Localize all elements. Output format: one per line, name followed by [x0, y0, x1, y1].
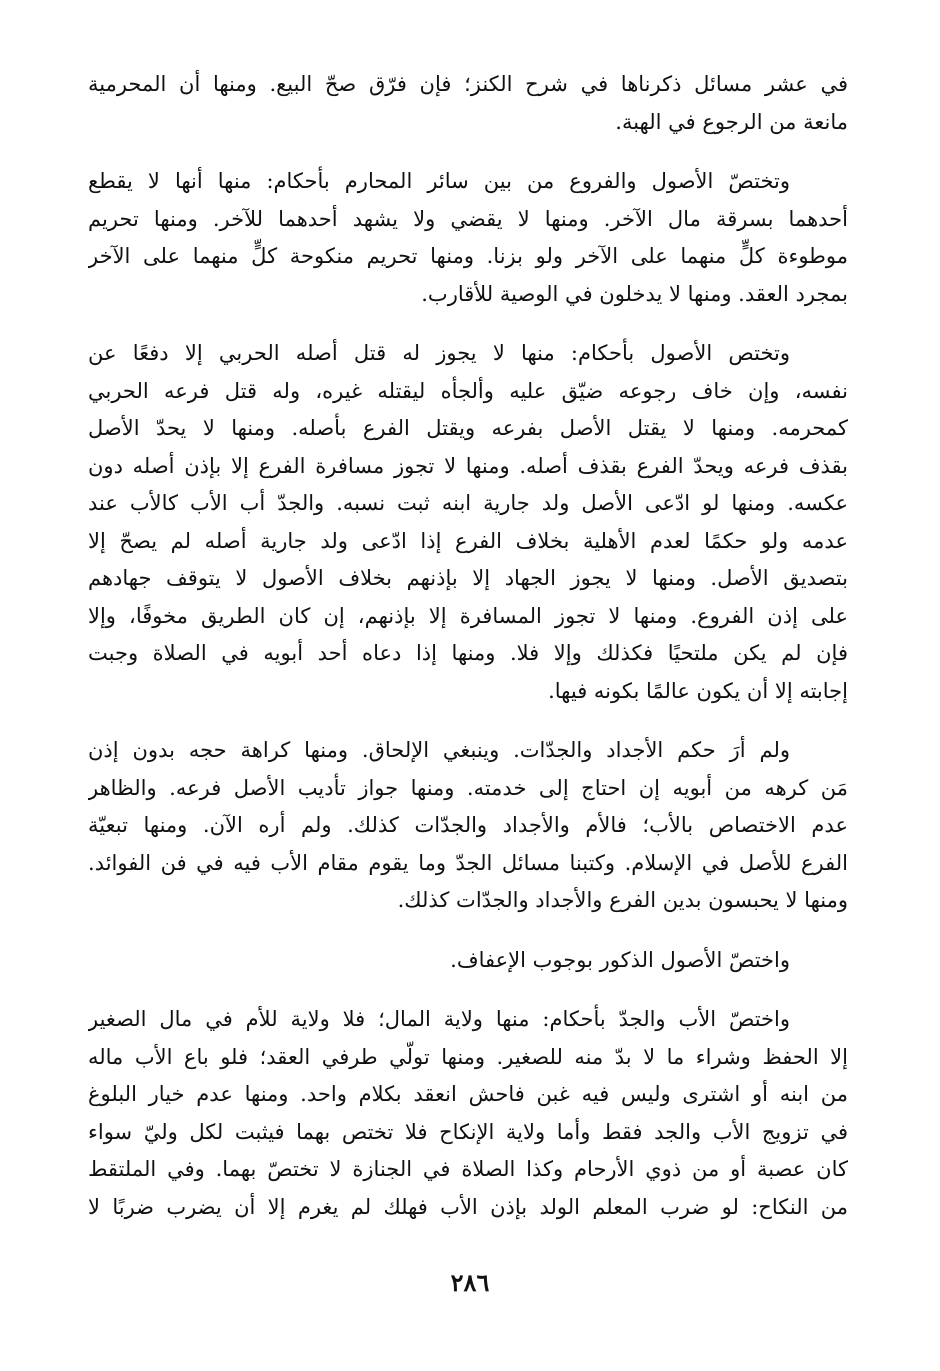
- paragraph-4: [88, 732, 848, 920]
- paragraph-3: [88, 335, 848, 710]
- text-line: نفسه، وإن خاف رجوعه ضيّق عليه وألجأه ليقتله غيره، وله قتل فرعه الحربي: [88, 378, 848, 403]
- paragraph-5: [88, 942, 848, 980]
- text-line: بمجرد العقد. ومنها لا يدخلون في الوصية للأقارب.: [421, 281, 848, 306]
- text-line: من ابنه أو اشترى وليس فيه غبن فاحش انعقد بكلام واحد. ومنها عدم خيار البلوغ: [88, 1082, 848, 1106]
- text-line: إجابته إلا أن يكون عالمًا بكونه فيها.: [548, 678, 848, 703]
- text-line: بتصديق الأصل. ومنها لا يجوز الجهاد إلا بإذنهم بخلاف الأصول لا يتوقف جهادهم: [88, 566, 848, 590]
- text-line: فإن لم يكن ملتحيًا فكذلك وإلا فلا. ومنها إذا دعاه أحد أبويه في الصلاة وجبت: [88, 641, 848, 665]
- text-line: مَن كرهه من أبويه إن احتاج إلى خدمته. ومنها جواز تأديب الأصل فرعه. والظاهر: [88, 775, 848, 800]
- page-body: [88, 66, 848, 1248]
- paragraph-1: [88, 66, 848, 141]
- paragraph-6: [88, 1001, 848, 1226]
- text-line: عكسه. ومنها لو ادّعى الأصل ولد جارية ابنه ثبت نسبه. والجدّ أب الأب كالأب عند: [88, 491, 848, 515]
- text-line: أحدهما بسرقة مال الآخر. ومنها لا يقضي ولا يشهد أحدهما للآخر. ومنها تحريم: [88, 206, 848, 231]
- text-line: على إذن الفروع. ومنها لا تجوز المسافرة إلا بإذنهم، إن كان الطريق مخوفًا، وإلا: [88, 603, 848, 628]
- text-line: عدمه ولو حكمًا لعدم الأهلية بخلاف الفرع إذا ادّعى ولد جارية أصله لم يصحّ إلا: [88, 528, 848, 553]
- text-line: وتختصّ الأصول والفروع من بين سائر المحارم بأحكام: منها أنها لا يقطع: [88, 169, 790, 193]
- text-line: إلا الحفظ وشراء ما لا بدّ منه للصغير. ومنها تولّي طرفي العقد؛ فلو باع الأب ماله: [88, 1044, 848, 1069]
- text-line: في عشر مسائل ذكرناها في شرح الكنز؛ فإن فرّق صحّ البيع. ومنها أن المحرمية: [88, 72, 848, 96]
- text-line: من النكاح: لو ضرب المعلم الولد بإذن الأب فهلك لم يغرم إلا أن يضرب ضربًا لا: [88, 1194, 848, 1219]
- text-line: ومنها لا يحبسون بدين الفرع والأجداد والجدّات كذلك.: [397, 888, 848, 912]
- page-number: ٢٨٦: [450, 1268, 490, 1297]
- text-line: كان عصبة أو من ذوي الأرحام وكذا الصلاة في الجنازة لا تختصّ بهما. وفي الملتقط: [88, 1157, 848, 1181]
- text-line: كمحرمه. ومنها لا يقتل الأصل بفرعه ويقتل الفرع بأصله. ومنها لا يحدّ الأصل: [88, 416, 848, 440]
- text-line: بقذف فرعه ويحدّ الفرع بقذف أصله. ومنها لا تجوز مسافرة الفرع إلا بإذن أصله دون: [88, 453, 848, 478]
- text-line: الفرع للأصل في الإسلام. وكتبنا مسائل الجدّ وما يقوم مقام الأب فيه في فن الفوائد.: [88, 850, 848, 875]
- text-line: موطوءة كلٍّ منهما على الآخر ولو بزنا. ومنها تحريم منكوحة كلٍّ منهما على الآخر: [88, 244, 848, 268]
- text-line: واختصّ الأصول الذكور بوجوب الإعفاف.: [450, 947, 790, 972]
- text-line: ولم أرَ حكم الأجداد والجدّات. وينبغي الإلحاق. ومنها كراهة حجه بدون إذن: [88, 738, 790, 762]
- text-line: مانعة من الرجوع في الهبة.: [615, 109, 848, 134]
- paragraph-2: [88, 163, 848, 313]
- text-line: في تزويج الأب والجد فقط وأما ولاية الإنكاح فلا تختص بهما فيثبت لكل وليّ سواء: [88, 1119, 848, 1144]
- text-line: عدم الاختصاص بالأب؛ فالأم والأجداد والجدّات كذلك. ولم أره الآن. ومنها تبعيّة: [88, 813, 848, 837]
- text-line: وتختص الأصول بأحكام: منها لا يجوز له قتل أصله الحربي إلا دفعًا عن: [88, 341, 790, 365]
- text-line: واختصّ الأب والجدّ بأحكام: منها ولاية المال؛ فلا ولاية للأم في مال الصغير: [88, 1007, 790, 1031]
